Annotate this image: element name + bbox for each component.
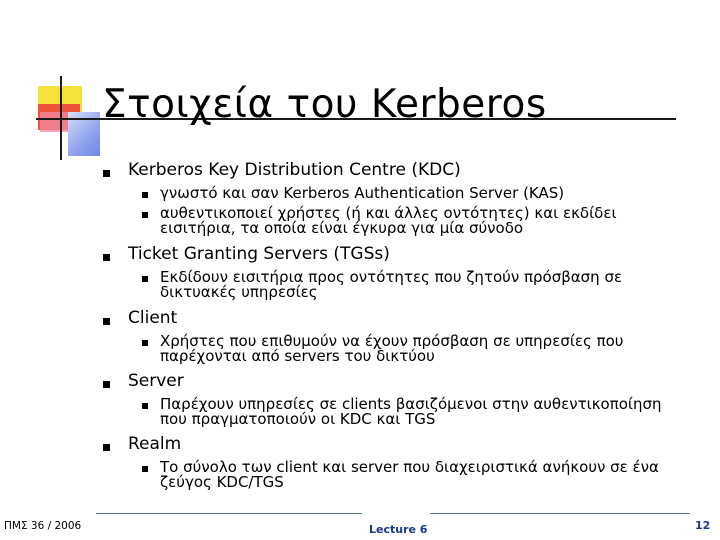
slide-title: Στοιχεία του Kerberos	[102, 82, 547, 127]
sub-list-item: Το σύνολο των client και server που διαχειριστικά ανήκουν σε ένα ζεύγος KDC/TGS	[160, 458, 659, 491]
list-item: Client	[128, 308, 178, 328]
list-item: Realm	[128, 434, 182, 454]
sub-list-item: γνωστό και σαν Kerberos Authentication Server (KAS)	[160, 184, 565, 202]
list-item: Server	[128, 371, 184, 391]
bullet-icon	[142, 466, 148, 472]
bullet-icon	[142, 403, 148, 409]
list-item: Ticket Granting Servers (TGSs)	[128, 244, 390, 264]
bullet-icon	[103, 254, 110, 261]
footer-divider	[96, 513, 362, 514]
bullet-icon	[103, 444, 110, 451]
sub-list-item: Εκδίδουν εισιτήρια προς οντότητες που ζητούν πρόσβαση σε δικτυακές υπηρεσίες	[160, 268, 623, 301]
list-item: Kerberos Key Distribution Centre (KDC)	[128, 160, 461, 180]
footer-course-label: ΠΜΣ 36 / 2006	[4, 520, 82, 532]
bullet-icon	[142, 340, 148, 346]
footer-lecture-label: Lecture 6	[369, 523, 428, 536]
bullet-icon	[142, 212, 148, 218]
page-number: 12	[695, 519, 711, 532]
bullet-icon	[142, 276, 148, 282]
sub-list-item: Παρέχουν υπηρεσίες σε clients βασιζόμενοι στην αυθεντικοποίηση που πραγματοποιούν οι KDC και TGS	[160, 395, 662, 428]
footer-divider	[430, 513, 690, 514]
bullet-icon	[142, 192, 148, 198]
sub-list-item: αυθεντικοποιεί χρήστες (ή και άλλες οντότητες) και εκδίδει εισιτήρια, τα οποία είναι έγκυρα για μία σύνοδο	[160, 204, 617, 237]
bullet-icon	[103, 318, 110, 325]
bullet-icon	[103, 381, 110, 388]
bullet-icon	[103, 170, 110, 177]
sub-list-item: Χρήστες που επιθυμούν να έχουν πρόσβαση σε υπηρεσίες που παρέχονται από servers του δικτύου	[160, 332, 624, 365]
